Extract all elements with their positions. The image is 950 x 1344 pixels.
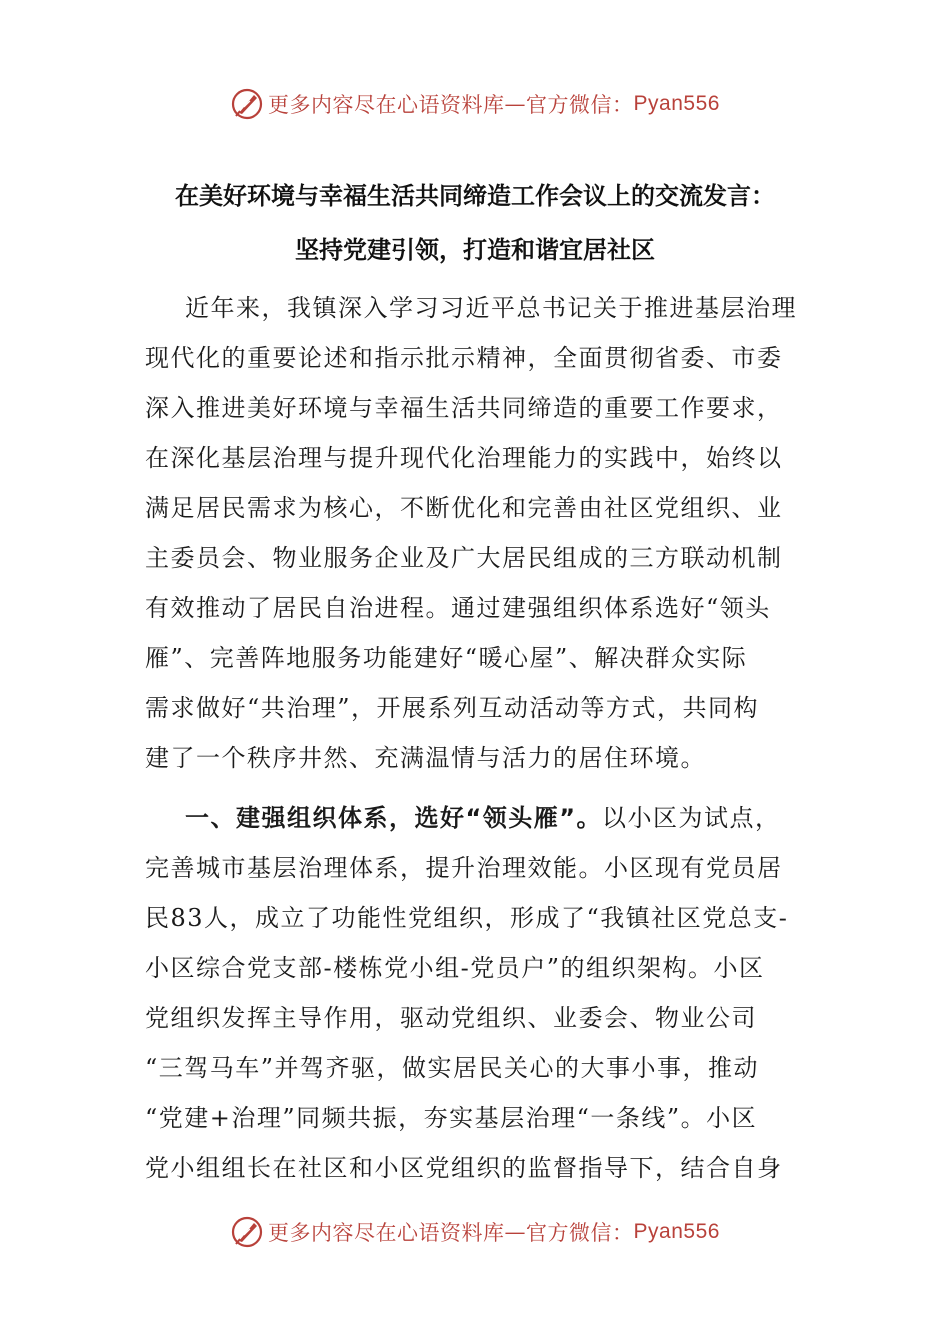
watermark-site-text: 更多内容尽在心语资料库	[268, 93, 505, 117]
paragraph-line: 小区综合党支部-楼栋党小组-党员户”的组织架构。小区	[145, 954, 765, 982]
watermark-separator: —	[504, 1220, 527, 1244]
watermark-site-text: 更多内容尽在心语资料库	[268, 1221, 505, 1245]
document-title-line2: 坚持党建引领，打造和谐宜居社区	[295, 236, 655, 264]
paragraph-intro	[145, 283, 805, 783]
paragraph-section-one	[145, 793, 805, 1193]
watermark-account: Pyan556	[633, 92, 720, 115]
paragraph-line: 党小组组长在社区和小区党组织的监督指导下，结合自身	[145, 1154, 783, 1182]
quill-pen-logo-icon	[230, 1215, 264, 1249]
paragraph-line: 有效推动了居民自治进程。通过建强组织体系选好“领头	[145, 594, 771, 622]
paragraph-line: 满足居民需求为核心，不断优化和完善由社区党组织、业	[145, 494, 783, 522]
section-first-line-rest: 以小区为试点，	[602, 804, 781, 832]
paragraph-line: “三驾马车”并驾齐驱，做实居民关心的大事小事，推动	[145, 1054, 760, 1082]
paragraph-line: 党组织发挥主导作用，驱动党组织、业委会、物业公司	[145, 1004, 757, 1032]
header-watermark	[0, 84, 950, 124]
paragraph-line: 主委员会、物业服务企业及广大居民组成的三方联动机制	[145, 544, 783, 572]
paragraph-line: 建了一个秩序井然、充满温情与活力的居住环境。	[145, 744, 706, 772]
paragraph-line: 需求做好“共治理”，开展系列互动活动等方式，共同构	[145, 694, 760, 722]
paragraph-line: 在深化基层治理与提升现代化治理能力的实践中，始终以	[145, 444, 783, 472]
paragraph-line: 雁”、完善阵地服务功能建好“暖心屋”、解决群众实际	[145, 644, 748, 672]
paragraph-line: “党建+治理”同频共振，夯实基层治理“一条线”。小区	[145, 1104, 758, 1132]
watermark-account: Pyan556	[633, 1220, 720, 1243]
paragraph-line: 深入推进美好环境与幸福生活共同缔造的重要工作要求，	[145, 394, 783, 422]
watermark-label: 官方微信：	[526, 93, 634, 117]
watermark-separator: —	[504, 92, 527, 116]
paragraph-first-line	[145, 793, 805, 843]
paragraph-line: 现代化的重要论述和指示批示精神，全面贯彻省委、市委	[145, 344, 783, 372]
paragraph-line: 完善城市基层治理体系，提升治理效能。小区现有党员居	[145, 854, 783, 882]
section-heading: 一、建强组织体系，选好“领头雁”。	[185, 804, 603, 832]
document-title-line1: 在美好环境与幸福生活共同缔造工作会议上的交流发言：	[175, 182, 775, 210]
paragraph-line: 民83人，成立了功能性党组织，形成了“我镇社区党总支-	[145, 904, 789, 932]
quill-pen-logo-icon	[230, 87, 264, 121]
watermark-label: 官方微信：	[526, 1221, 634, 1245]
footer-watermark	[0, 1212, 950, 1252]
paragraph-line: 近年来，我镇深入学习习近平总书记关于推进基层治理	[185, 294, 797, 322]
